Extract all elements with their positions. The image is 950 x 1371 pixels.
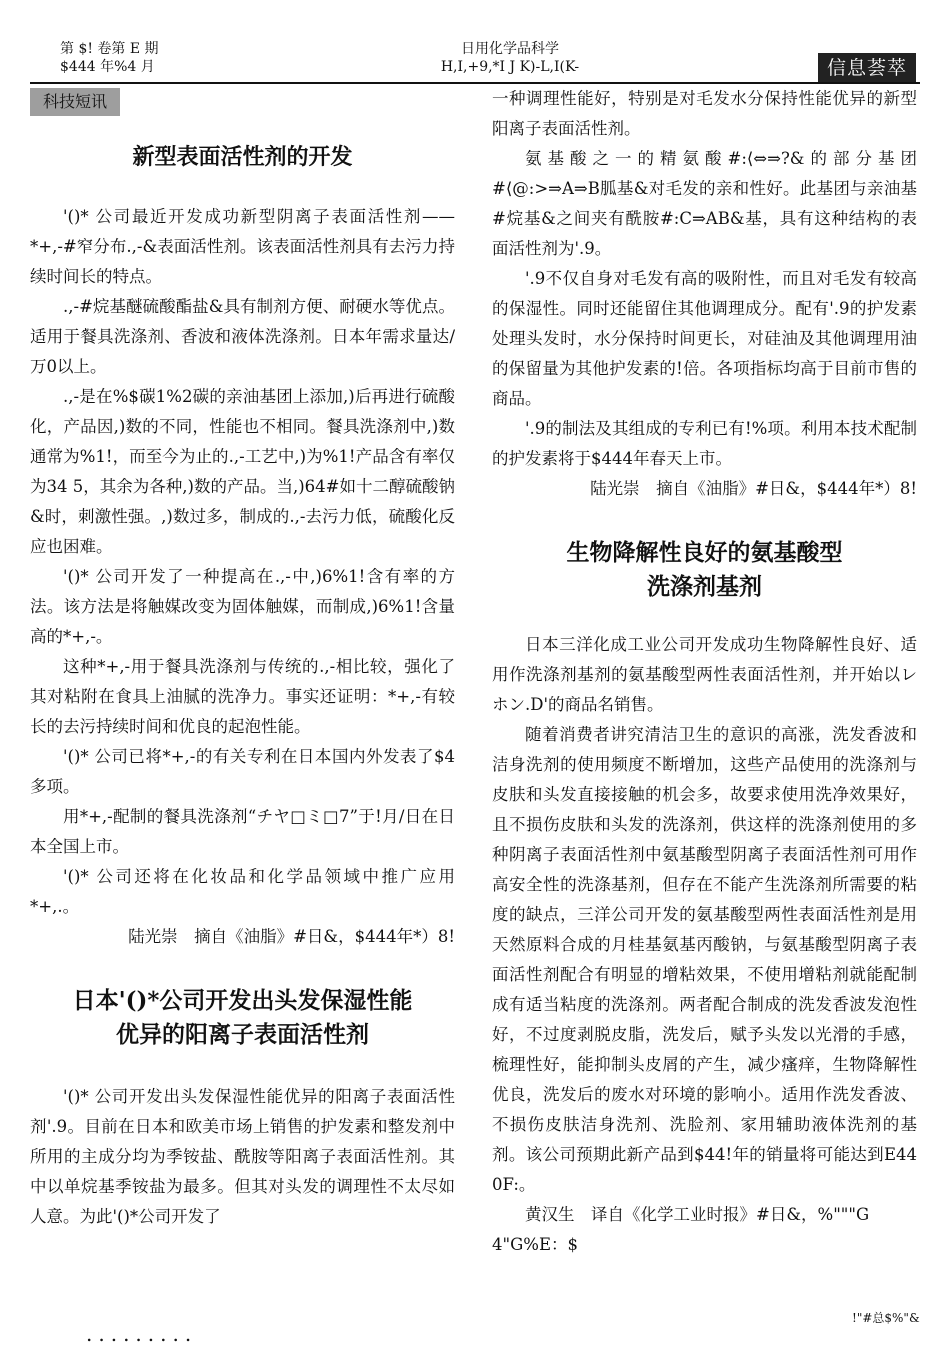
article-2-source: 陆光崇 摘自《油脂》#日&，$444年*）8! <box>590 479 917 498</box>
article-1-para: .,-#烷基醚硫酸酯盐&具有制剂方便、耐硬水等优点。适用于餐具洗涤剂、香波和液体洗涤剂。日本年需求量达/万0以上。 <box>30 297 455 376</box>
journal-name-en: H,I,+9,*I J K)-L,I(K- <box>440 59 580 75</box>
article-3-title-line2: 洗涤剂基剂 <box>647 573 762 600</box>
article-1-title: 新型表面活性剂的开发 <box>132 144 353 170</box>
article-1-para: '()* 公司最近开发成功新型阴离子表面活性剂——*+,-#窄分布.,-&表面活性剂。该表面活性剂具有去污力持续时间长的特点。 <box>30 207 455 286</box>
page-number-mark: !"#总$%"& <box>852 1311 920 1325</box>
article-2-para: '()* 公司开发出头发保湿性能优异的阳离子表面活性剂'.9。目前在日本和欧美市场上销售的护发素和整发剂中所用的主成分均为季铵盐、酰胺等阳离子表面活性剂。其中以单烷基季铵盐为最多。但其对头发的调理性不太尽如人意。为此'()*公司开发了 <box>30 1087 455 1226</box>
article-1-para: '()* 公司开发了一种提高在.,-中,)6%1!含有率的方法。该方法是将触媒改变为固体触媒，而制成,)6%1!含量高的*+,-。 <box>30 567 455 646</box>
date-line: $444 年%4 月 <box>60 59 155 75</box>
journal-volume-issue <box>60 40 159 76</box>
article-1-para: '()* 公司已将*+,-的有关专利在日本国内外发表了$4多项。 <box>30 747 455 796</box>
article-1-para: '()* 公司还将在化妆品和化学品领域中推广应用*+,.。 <box>30 867 455 916</box>
journal-name-cn: 日用化学品科学 <box>461 41 559 57</box>
article-2-title-line2: 优异的阳离子表面活性剂 <box>116 1021 369 1048</box>
section-badge: 信息荟萃 <box>818 53 916 83</box>
article-2-title-line1: 日本'()*公司开发出头发保湿性能 <box>72 987 413 1014</box>
article-3-title <box>492 536 917 604</box>
section-tag: 科技短讯 <box>30 88 120 116</box>
article-1-para: .,-是在%$碳1%2碳的亲油基团上添加,)后再进行硫酸化，产品因,)数的不同，性能也不相同。餐具洗涤剂中,)数通常为%1!，而至今为止的.,-工艺中,)为%1!产品含有率仅为34 5，其余为各种,)数的产品。当,)64#如十二醇硫酸钠&时，刺激性强。,)数过多，制成的.,-去污力低，硫酸化反应也困难。 <box>30 387 455 556</box>
article-3-para: 日本三洋化成工业公司开发成功生物降解性良好、适用作洗涤剂基剂的氨基酸型两性表面活性剂，并开始以レホン.D'的商品名销售。 <box>492 635 917 714</box>
article-1-para: 这种*+,-用于餐具洗涤剂与传统的.,-相比较，强化了其对粘附在食具上油腻的洗净力。事实还证明：*+,-有较长的去污持续时间和优良的起泡性能。 <box>30 657 455 736</box>
article-1-source: 陆光崇 摘自《油脂》#日&，$444年*）8! <box>128 927 455 946</box>
journal-name <box>360 40 660 76</box>
article-2-title <box>30 984 455 1052</box>
article-3-title-line1: 生物降解性良好的氨基酸型 <box>566 539 843 566</box>
volume-issue-line: 第 $! 卷第 E 期 <box>60 41 159 57</box>
right-column <box>492 84 917 1260</box>
article-1-para: 用*+,-配制的餐具洗涤剂“チヤ□ミ□7”于!月/日在日本全国上市。 <box>30 807 455 856</box>
left-column <box>30 140 455 1232</box>
article-2-para: '.9的制法及其组成的专利已有!%项。利用本技术配制的护发素将于$444年春天上市。 <box>492 419 917 468</box>
article-3-para: 随着消费者讲究清洁卫生的意识的高涨，洗发香波和洁身洗剂的使用频度不断增加，这些产品使用的洗涤剂与皮肤和头发直接接触的机会多，故要求使用洗净效果好，且不损伤皮肤和头发的洗涤剂，供这样的洗涤剂使用的多种阴离子表面活性剂中氨基酸型阴离子表面活性剂可用作高安全性的洗涤基剂，但存在不能产生洗涤剂所需要的粘度的缺点，三洋公司开发的氨基酸型两性表面活性剂是用天然原料合成的月桂基氨基丙酸钠，与氨基酸型阴离子表面活性剂配合有明显的增粘效果，不使用增粘剂就能配制成有适当粘度的洗涤剂。两者配合制成的洗发香波发泡性好，不过度剥脱皮脂，洗发后，赋予头发以光滑的手感，梳理性好，能抑制头皮屑的产生，减少瘙痒，生物降解性优良，洗发后的废水对环境的影响小。适用作洗发香波、不损伤皮肤洁身洗剂、洗脸剂、家用辅助液体洗剂的基剂。该公司预期此新产品到$44!年的销量将可能达到E44 0F:。 <box>492 725 917 1194</box>
footer-dots: ......... <box>86 1322 198 1346</box>
article-2-para: 氨基酸之一的精氨酸#:⟨⇔⇒?&的部分基团#⟨@:>⇒A⇒B胍基&对毛发的亲和性好。此基团与亲油基#烷基&之间夹有酰胺#:C⇒AB&基，具有这种结构的表面活性剂为'.9。 <box>492 149 917 258</box>
article-2-para: '.9不仅自身对毛发有高的吸附性，而且对毛发有较高的保湿性。同时还能留住其他调理成分。配有'.9的护发素处理头发时，水分保持时间更长，对硅油及其他调理用油的保留量为其他护发素的!倍。各项指标均高于目前市售的商品。 <box>492 269 917 408</box>
article-3-source: 黄汉生 译自《化学工业时报》#日&，%"""G 4"G%E：$ <box>492 1205 870 1254</box>
article-2-para-continued: 一种调理性能好，特别是对毛发水分保持性能优异的新型阳离子表面活性剂。 <box>492 89 917 138</box>
